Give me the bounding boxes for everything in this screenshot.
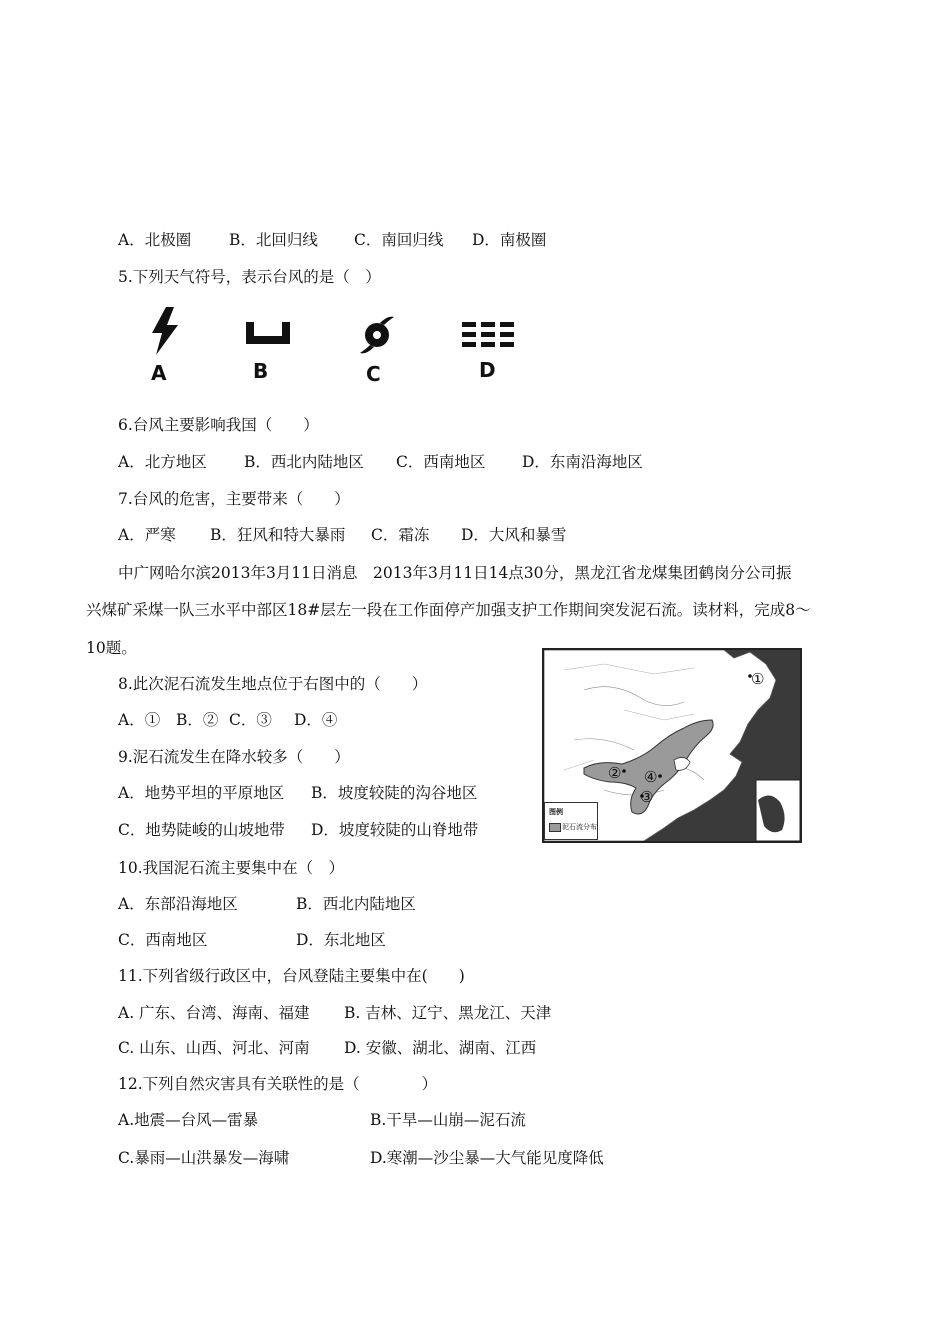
q9-option-c: C．地势陡峻的山坡地带	[118, 821, 285, 839]
q11-option-c: C. 山东、山西、河北、河南	[118, 1039, 310, 1057]
q10-option-b: B．西北内陆地区	[296, 895, 416, 913]
q9-option-d: D．坡度较陡的山脊地带	[311, 821, 479, 839]
fog-icon	[462, 322, 514, 348]
symbol-label-a: A	[151, 361, 167, 385]
typhoon-icon	[358, 313, 396, 357]
q10-option-a: A．东部沿海地区	[118, 895, 238, 913]
q7-stem: 7.台风的危害，主要带来（ ）	[118, 490, 350, 508]
q7-option-a: A．严寒	[118, 526, 176, 544]
q12-option-a: A.地震—台风—雷暴	[118, 1111, 259, 1129]
q12-stem: 12.下列自然灾害具有关联性的是（ ）	[118, 1075, 438, 1093]
q11-option-d: D. 安徽、湖北、湖南、江西	[344, 1039, 537, 1057]
map-marker-1: ①	[751, 670, 765, 688]
q11-option-b: B. 吉林、辽宁、黑龙江、天津	[344, 1004, 552, 1022]
q8-option-d: D．④	[294, 711, 338, 729]
symbol-label-c: C	[366, 362, 381, 386]
q6-stem: 6.台风主要影响我国（ ）	[118, 416, 319, 434]
map-marker-4: ④	[644, 768, 658, 786]
map-legend	[544, 802, 598, 840]
q4-option-a: A．北极圈	[118, 231, 192, 249]
map-marker-2: ②	[608, 764, 622, 782]
q4-option-d: D．南极圈	[472, 231, 547, 249]
q10-option-c: C．西南地区	[118, 931, 208, 949]
q6-option-a: A．北方地区	[118, 453, 207, 471]
thunderstorm-icon	[144, 305, 184, 357]
q8-option-b: B．②	[176, 711, 219, 729]
q7-option-c: C．霜冻	[371, 526, 430, 544]
map-marker-3: ③	[640, 788, 654, 806]
q8-stem: 8.此次泥石流发生地点位于右图中的（ ）	[118, 675, 428, 693]
material-line-2: 兴煤矿采煤一队三水平中部区18#层左一段在工作面停产加强支护工作期间突发泥石流。读材料，完成8～	[86, 601, 811, 619]
q9-option-b: B．坡度较陡的沟谷地区	[311, 784, 478, 802]
q12-option-b: B.干旱—山崩—泥石流	[370, 1111, 526, 1129]
snow-cover-icon	[244, 320, 292, 346]
q11-option-a: A. 广东、台湾、海南、福建	[118, 1004, 310, 1022]
legend-title: 图例	[549, 808, 563, 816]
symbol-label-d: D	[479, 358, 496, 382]
legend-swatch	[549, 823, 561, 832]
q5-stem: 5.下列天气符号，表示台风的是（ ）	[118, 268, 381, 286]
q11-stem: 11.下列省级行政区中，台风登陆主要集中在( )	[118, 967, 465, 985]
q7-option-b: B．狂风和特大暴雨	[210, 526, 346, 544]
q12-option-c: C.暴雨—山洪暴发—海啸	[118, 1149, 290, 1167]
q7-option-d: D．大风和暴雪	[461, 526, 567, 544]
q12-option-d: D.寒潮—沙尘暴—大气能见度降低	[370, 1149, 604, 1167]
q10-stem: 10.我国泥石流主要集中在（ ）	[118, 859, 345, 877]
q8-option-c: C．③	[229, 711, 272, 729]
q6-option-d: D．东南沿海地区	[522, 453, 643, 471]
q4-option-b: B．北回归线	[229, 231, 318, 249]
q10-option-d: D．东北地区	[296, 931, 386, 949]
symbol-label-b: B	[253, 359, 269, 383]
material-line-3: 10题。	[86, 639, 137, 657]
q6-option-c: C．西南地区	[396, 453, 486, 471]
q9-option-a: A．地势平坦的平原地区	[118, 784, 285, 802]
q8-option-a: A．①	[118, 711, 161, 729]
q9-stem: 9.泥石流发生在降水较多（ ）	[118, 748, 350, 766]
q6-option-b: B．西北内陆地区	[244, 453, 364, 471]
q4-option-c: C．南回归线	[354, 231, 444, 249]
material-line-1: 中广网哈尔滨2013年3月11日消息 2013年3月11日14点30分，黑龙江省龙煤集团鹤岗分公司振	[118, 564, 792, 582]
legend-item: 泥石流分布	[562, 823, 597, 831]
